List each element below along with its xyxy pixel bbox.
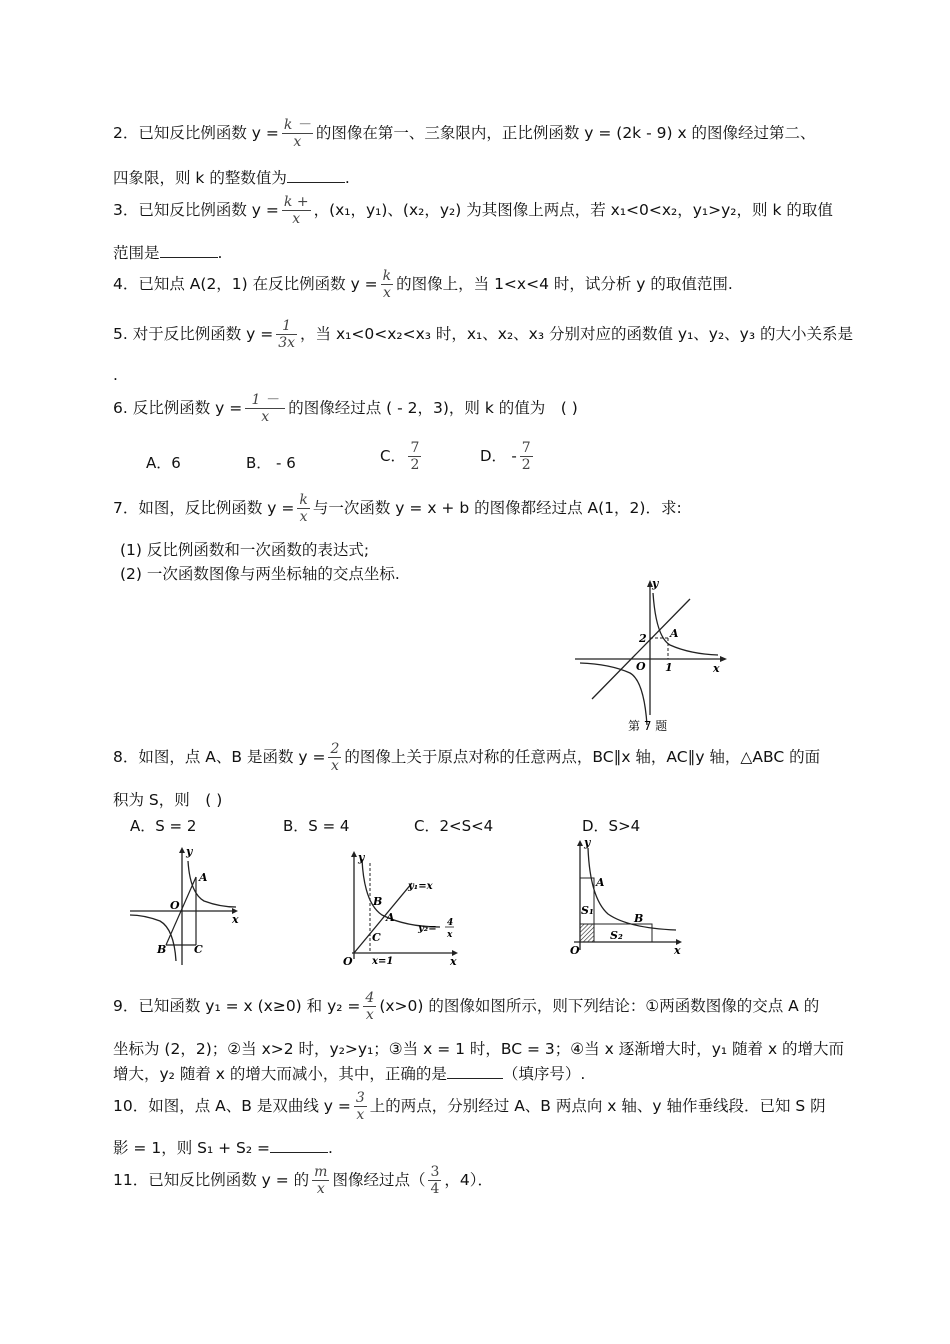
q6-option-b: B． - 6 <box>246 454 296 472</box>
q9-fig-y2-num: 4 <box>447 918 454 928</box>
q8-option-b: B．S = 4 <box>283 817 350 835</box>
q5-fraction: $\frac{1}{3x}$ <box>278 318 296 351</box>
q7-fig-y-label: y <box>652 577 659 590</box>
q9-fig-point-b: B <box>373 895 383 908</box>
q9-fig-x1-label: x=1 <box>372 956 394 967</box>
q10-fig-origin: O <box>570 944 580 957</box>
q10-fig-s1: S₁ <box>581 904 594 917</box>
q9-figure <box>340 843 468 971</box>
q6-fraction: $\frac{1 -}{x}$ <box>245 392 285 425</box>
q8-fig-origin: O <box>170 899 180 912</box>
q10-fig-point-b: B <box>634 912 644 925</box>
q8-fig-y-label: y <box>186 845 193 858</box>
q10-fig-y-label: y <box>584 838 591 849</box>
q6-option-a: A．6 <box>146 454 181 472</box>
q9-fig-point-a: A <box>386 911 395 924</box>
q11-fraction: $\frac{m}{x}$ <box>314 1164 328 1197</box>
q11-point-fraction: $\frac{3}{4}$ <box>430 1164 440 1197</box>
q10-blank <box>270 1138 328 1153</box>
q3-line2: 范围是 . <box>113 244 223 262</box>
q7-fig-tick-2: 2 <box>639 632 647 645</box>
q2-line2: 四象限，则 k 的整数值为 . <box>113 169 350 187</box>
q9-line3: 增大，y₂ 随着 x 的增大而减小，其中，正确的是 （填序号）. <box>113 1065 586 1083</box>
q8-option-a: A．S = 2 <box>130 817 197 835</box>
q8-line1: 8．如图，点 A、B 是函数 y = $\frac{2}{x}$ 的图像上关于原点对称的任意两点，BC∥x 轴，AC∥y 轴，△ABC 的面 <box>113 741 821 774</box>
q9-line1: 9．已知函数 y₁ = x (x≥0) 和 y₂ = $\frac{4}{x}$ (x>0) 的图像如图所示，则下列结论：①两函数图像的交点 A 的 <box>113 990 820 1023</box>
q3-blank <box>160 243 218 258</box>
q9-blank <box>447 1064 503 1079</box>
q7-fraction: $\frac{k}{x}$ <box>299 492 308 525</box>
q6-line: 6. 反比例函数 y = $\frac{1 -}{x}$ 的图像经过点 ( - 2，3)，则 k 的值为 ( ) <box>113 392 578 425</box>
q9-fig-y1-label: y₁=x <box>408 881 433 892</box>
q7-fig-point-a: A <box>670 627 679 640</box>
q2-fraction: $\frac{k -}{x}$ <box>283 117 311 150</box>
q8-fig-point-c: C <box>194 943 203 956</box>
q6-option-c: C． $\frac{7}{2}$ <box>380 440 420 473</box>
q9-fig-y2-den: x <box>447 930 453 940</box>
q4-fraction: $\frac{k}{x}$ <box>382 268 392 301</box>
q10-figure <box>568 838 688 963</box>
q7-line: 7．如图，反比例函数 y = $\frac{k}{x}$ 与一次函数 y = x + b 的图像都经过点 A(1，2)．求: <box>113 492 682 525</box>
q9-fig-origin: O <box>343 955 353 968</box>
q7-figure <box>570 575 740 740</box>
q8-option-c: C．2<S<4 <box>414 817 494 835</box>
q6-option-d: D． - $\frac{7}{2}$ <box>480 440 531 473</box>
q10-fig-point-a: A <box>596 876 605 889</box>
q7-fig-origin: O <box>636 660 646 673</box>
q11-line: 11．已知反比例函数 y = 的 $\frac{m}{x}$ 图像经过点（ $\frac{3}{4}$ ，4）． <box>113 1164 494 1197</box>
q4-line: 4．已知点 A(2，1) 在反比例函数 y = $\frac{k}{x}$ 的图像上，当 1<x<4 时，试分析 y 的取值范围. <box>113 268 733 301</box>
q9-fig-x-label: x <box>450 955 457 968</box>
q7-fig-x-label: x <box>713 662 720 675</box>
q7-fig-tick-1: 1 <box>665 661 673 674</box>
q10-fig-x-label: x <box>674 944 681 957</box>
q2-line1: 2．已知反比例函数 y = $\frac{k -}{x}$ 的图像在第一、三象限内，正比例函数 y = (2k - 9) x 的图像经过第二、 <box>113 117 816 150</box>
q9-fraction: $\frac{4}{x}$ <box>365 990 375 1023</box>
q9-fig-point-c: C <box>372 931 381 944</box>
q8-fraction: $\frac{2}{x}$ <box>330 741 340 774</box>
q2-blank <box>287 168 345 183</box>
q10-fig-s2: S₂ <box>610 929 623 942</box>
q8-option-d: D．S>4 <box>582 817 641 835</box>
q9-line2: 坐标为 (2，2)；②当 x>2 时，y₂>y₁；③当 x = 1 时，BC = 3；④当 x 逐渐增大时，y₁ 随着 x 的增大而 <box>113 1040 845 1058</box>
q8-fig-point-b: B <box>157 943 167 956</box>
q8-fig-point-a: A <box>199 871 208 884</box>
q10-line2: 影 = 1，则 S₁ + S₂ = . <box>113 1139 333 1157</box>
q10-fraction: $\frac{3}{x}$ <box>355 1090 365 1123</box>
q7-sub1: (1) 反比例函数和一次函数的表达式; <box>120 541 370 559</box>
q7-fig-caption: 第 7 题 <box>628 719 668 733</box>
q3-line1: 3．已知反比例函数 y = $\frac{k +}{x}$ ，(x₁，y₁)、(x₂，y₂) 为其图像上两点，若 x₁<0<x₂，y₁>y₂，则 k 的取值 <box>113 194 833 227</box>
q8-figure <box>128 843 246 971</box>
q5-line2: . <box>113 366 118 384</box>
q7-sub2: (2) 一次函数图像与两坐标轴的交点坐标. <box>120 565 400 583</box>
q10-line1: 10．如图，点 A、B 是双曲线 y = $\frac{3}{x}$ 上的两点，分别经过 A、B 两点向 x 轴、y 轴作垂线段．已知 S 阴 <box>113 1090 826 1123</box>
q8-fig-x-label: x <box>232 913 239 926</box>
q9-fig-y-label: y <box>358 851 365 864</box>
q5-line1: 5. 对于反比例函数 y = $\frac{1}{3x}$ ，当 x₁<0<x₂<x₃ 时，x₁、x₂、x₃ 分别对应的函数值 y₁、y₂、y₃ 的大小关系是 <box>113 318 853 351</box>
q9-fig-y2-label: y₂= <box>418 923 437 934</box>
q8-line2: 积为 S，则 ( ) <box>113 791 223 809</box>
q3-fraction: $\frac{k +}{x}$ <box>283 194 309 227</box>
